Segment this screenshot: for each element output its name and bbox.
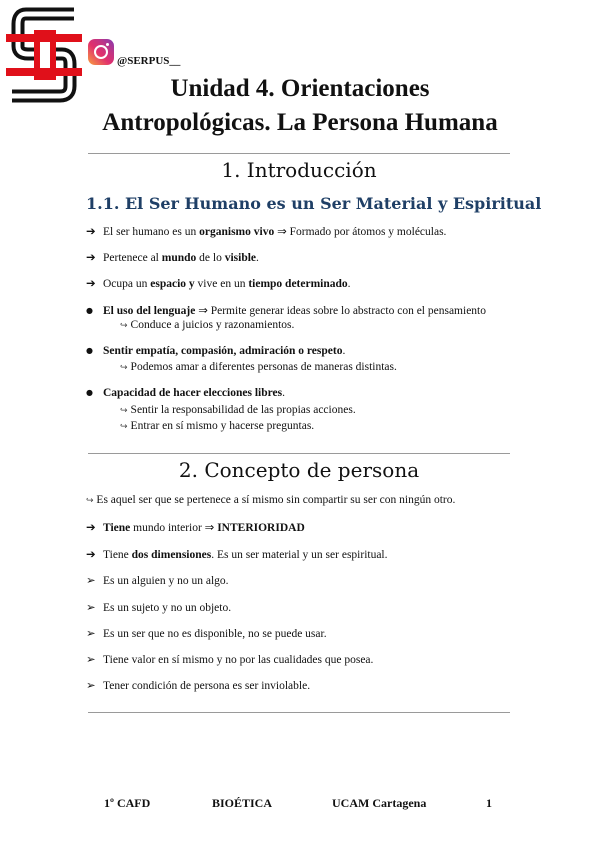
item-text: tiempo determinado [248, 278, 348, 290]
list-item [86, 345, 345, 357]
page-title-line1: Unidad 4. Orientaciones [170, 75, 430, 102]
list-item [86, 387, 285, 399]
instagram-icon[interactable] [88, 39, 114, 65]
arrowhead-icon: ➢ [86, 652, 96, 666]
divider [88, 712, 510, 713]
item-text: Es un alguien y no un algo. [103, 575, 229, 587]
footer-course: 1º CAFD [104, 796, 151, 810]
list-item [86, 547, 388, 561]
list-item [86, 224, 446, 238]
item-text: espacio y [150, 278, 195, 290]
list-item [86, 276, 351, 290]
section1-heading: 1. Introducción [221, 158, 377, 182]
item-text: Capacidad de hacer elecciones libres [103, 387, 283, 399]
item-text: organismo vivo [199, 226, 275, 238]
item-text: Pertenece al [103, 252, 162, 264]
list-item [86, 600, 231, 614]
hook-arrow-icon: ↪ [120, 422, 128, 432]
sub-item-text: Entrar en sí mismo y hacerse preguntas. [130, 420, 315, 432]
bullet-icon: ● [86, 346, 93, 355]
item-text: Ocupa un [103, 278, 151, 290]
hook-arrow-icon: ↪ [120, 363, 128, 373]
arrow-icon: ➔ [86, 276, 96, 290]
list-item [86, 678, 310, 692]
sub-item [120, 361, 397, 373]
arrow-icon: ➔ [86, 520, 96, 534]
hook-arrow-icon: ↪ [86, 496, 94, 506]
item-text: INTERIORIDAD [217, 522, 305, 534]
sub-item [120, 319, 294, 331]
list-item [86, 626, 327, 640]
item-text: de lo [196, 252, 225, 264]
arrow-icon: ➔ [86, 224, 96, 238]
sub-item [120, 404, 356, 416]
definition-text: Es aquel ser que se pertenece a sí mismo sin compartir su ser con ningún otro. [96, 494, 456, 506]
item-text: . [282, 387, 285, 399]
divider [88, 153, 510, 154]
item-text: dos dimensiones [131, 549, 212, 561]
item-text: Tiene valor en sí mismo y no por las cualidades que posea. [103, 654, 374, 666]
item-text: . Es un ser material y un ser espiritual. [211, 549, 388, 561]
hook-arrow-icon: ↪ [120, 321, 128, 331]
arrowhead-icon: ➢ [86, 600, 96, 614]
list-item [86, 250, 259, 264]
sub-item-text: Sentir la responsabilidad de las propias acciones. [130, 404, 356, 416]
item-text: vive en un [194, 278, 249, 290]
list-item [86, 573, 229, 587]
sub-item-text: Podemos amar a diferentes personas de maneras distintas. [130, 361, 397, 373]
hook-arrow-icon: ↪ [120, 406, 128, 416]
item-text: Sentir empatía, compasión, admiración o respeto [103, 345, 343, 357]
item-text: Tiene [103, 522, 131, 534]
sub-item [120, 420, 314, 432]
footer-subject: BIOÉTICA [212, 796, 273, 810]
arrow-icon: ➔ [86, 250, 96, 264]
sub-item-text: Conduce a juicios y razonamientos. [130, 319, 295, 331]
arrowhead-icon: ➢ [86, 626, 96, 640]
bullet-icon: ● [86, 388, 93, 397]
item-text: Tener condición de persona es ser inviolable. [103, 680, 311, 692]
item-text: El uso del lenguaje [103, 305, 196, 317]
item-text: El ser humano es un [103, 226, 200, 238]
list-item [86, 652, 373, 666]
item-text: Es un ser que no es disponible, no se puede usar. [103, 628, 327, 640]
divider [88, 453, 510, 454]
bullet-icon: ● [86, 306, 93, 315]
arrowhead-icon: ➢ [86, 678, 96, 692]
item-text: mundo [161, 252, 197, 264]
item-text: . [256, 252, 259, 264]
arrow-icon: ➔ [86, 547, 96, 561]
section1-subheading: 1.1. El Ser Humano es un Ser Material y Espiritual [86, 194, 542, 213]
item-text: visible [224, 252, 257, 264]
footer-page-number: 1 [486, 796, 492, 810]
item-text: Tiene [103, 549, 132, 561]
definition-line [86, 494, 455, 506]
page-title-line2: Antropológicas. La Persona Humana [102, 109, 498, 136]
list-item [86, 303, 486, 317]
arrowhead-icon: ➢ [86, 573, 96, 587]
section2-heading: 2. Concepto de persona [178, 458, 420, 482]
item-text: mundo interior ⇒ [130, 522, 218, 534]
item-text: ⇒ Formado por átomos y moléculas. [274, 226, 447, 238]
item-text: . [342, 345, 346, 357]
item-text: Es un sujeto y no un objeto. [103, 602, 232, 614]
item-text: ⇒ Permite generar ideas sobre lo abstracto con el pensamiento [195, 305, 486, 317]
item-text: . [347, 278, 351, 290]
footer-university: UCAM Cartagena [332, 796, 427, 810]
list-item [86, 520, 305, 534]
instagram-handle: @SERPUS__ [117, 55, 181, 67]
